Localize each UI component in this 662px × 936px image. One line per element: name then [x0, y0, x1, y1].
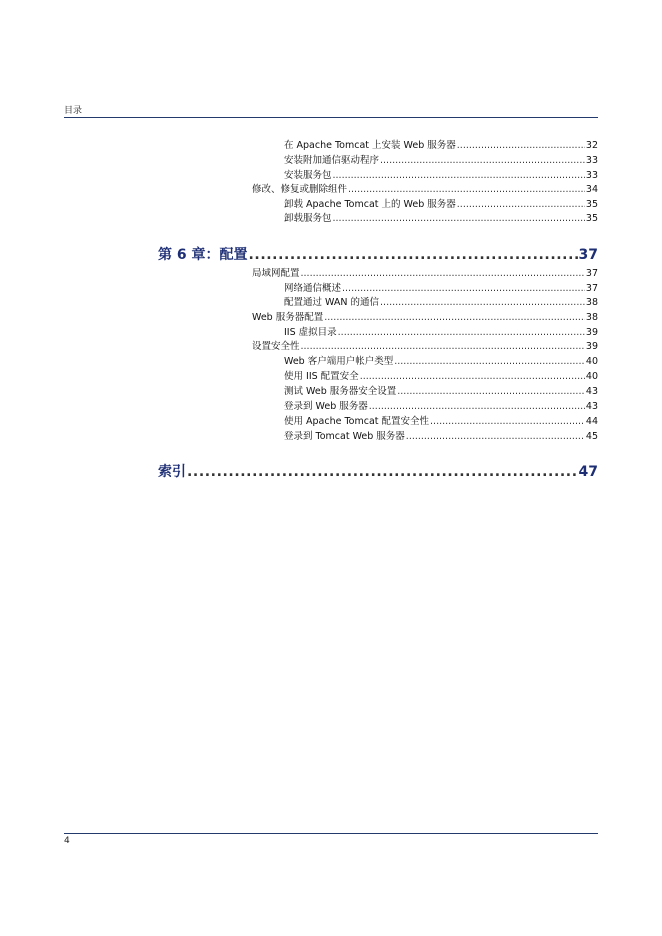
- toc-dot-leader: [457, 198, 585, 212]
- toc-entry[interactable]: [284, 212, 598, 226]
- toc-entry-title: 卸载服务包: [284, 213, 332, 224]
- toc-entry[interactable]: [284, 169, 598, 183]
- toc-dot-leader: [380, 296, 585, 310]
- toc-entry-page: 32: [585, 140, 598, 151]
- toc-entry-page: 43: [585, 401, 598, 412]
- toc-entry[interactable]: [252, 267, 598, 281]
- toc-dot-leader: [360, 370, 585, 384]
- toc-entry-page: 38: [585, 297, 598, 308]
- toc-entry-page: 45: [585, 431, 598, 442]
- toc-entry[interactable]: [284, 430, 598, 444]
- toc-entry-title: 设置安全性: [252, 341, 300, 352]
- toc-dot-leader: [394, 355, 585, 369]
- toc-entry-title: 使用 Apache Tomcat 配置安全性: [284, 416, 430, 427]
- toc-dot-leader: [397, 385, 585, 399]
- toc-entry-page: 39: [585, 327, 598, 338]
- toc-entry-page: 40: [585, 356, 598, 367]
- toc-entry-title: 第 6 章：配置: [158, 247, 248, 263]
- toc-chapter-entry[interactable]: [158, 246, 598, 264]
- toc-entry-title: IIS 虚拟目录: [284, 327, 337, 338]
- toc-entry[interactable]: [284, 370, 598, 384]
- toc-entry[interactable]: [284, 139, 598, 153]
- toc-dot-leader: [301, 267, 585, 281]
- toc-entry[interactable]: [252, 183, 598, 197]
- toc-entry-page: 35: [585, 199, 598, 210]
- toc-dot-leader: [301, 340, 585, 354]
- toc-entry-title: 网络通信概述: [284, 283, 342, 294]
- toc-entry[interactable]: [252, 340, 598, 354]
- toc-entry[interactable]: [284, 415, 598, 429]
- toc-entry-title: 在 Apache Tomcat 上安装 Web 服务器: [284, 140, 456, 151]
- toc-entry-title: Web 客户端用户帐户类型: [284, 356, 394, 367]
- toc-entry-page: 34: [585, 184, 598, 195]
- toc-dot-leader: [348, 183, 585, 197]
- toc-dot-leader: [338, 326, 585, 340]
- toc-entry-title: 安装服务包: [284, 170, 332, 181]
- toc-entry-page: 38: [585, 312, 598, 323]
- toc-entry[interactable]: [284, 154, 598, 168]
- toc-dot-leader: [380, 154, 585, 168]
- toc-entry-page: 43: [585, 386, 598, 397]
- toc-entry[interactable]: [284, 282, 598, 296]
- toc-entry-title: 局域网配置: [252, 268, 300, 279]
- toc-chapter-entry[interactable]: [158, 463, 598, 481]
- toc-entry-page: 37: [578, 247, 598, 263]
- toc-entry-page: 35: [585, 213, 598, 224]
- page-number: 4: [64, 836, 70, 846]
- toc-dot-leader: [342, 282, 585, 296]
- toc-entry[interactable]: [284, 385, 598, 399]
- toc-dot-leader: [333, 169, 585, 183]
- toc-dot-leader: [369, 400, 585, 414]
- toc-entry-page: 47: [578, 464, 598, 480]
- footer-rule: [64, 833, 598, 834]
- toc-entry-title: 卸载 Apache Tomcat 上的 Web 服务器: [284, 199, 456, 210]
- toc-dot-leader: [406, 430, 585, 444]
- toc-entry[interactable]: [284, 296, 598, 310]
- toc-entry-page: 44: [585, 416, 598, 427]
- toc-dot-leader: [187, 463, 578, 481]
- toc-entry[interactable]: [284, 355, 598, 369]
- toc-entry-page: 39: [585, 341, 598, 352]
- toc-entry-title: 配置通过 WAN 的通信: [284, 297, 380, 308]
- header-label: 目录: [64, 106, 83, 116]
- toc-dot-leader: [457, 139, 585, 153]
- toc-entry-page: 37: [585, 268, 598, 279]
- toc-dot-leader: [430, 415, 585, 429]
- toc-entry-title: 测试 Web 服务器安全设置: [284, 386, 397, 397]
- toc-entry[interactable]: [284, 198, 598, 212]
- toc-entry[interactable]: [252, 311, 598, 325]
- toc-entry-page: 33: [585, 170, 598, 181]
- toc-entry-title: 安装附加通信驱动程序: [284, 155, 380, 166]
- toc-dot-leader: [324, 311, 585, 325]
- toc-entry-title: 使用 IIS 配置安全: [284, 371, 359, 382]
- toc-entry-title: 修改、修复或删除组件: [252, 184, 348, 195]
- toc-entry[interactable]: [284, 400, 598, 414]
- toc-entry[interactable]: [284, 326, 598, 340]
- toc-entry-title: 索引: [158, 464, 186, 480]
- toc-entry-title: Web 服务器配置: [252, 312, 324, 323]
- toc-entry-title: 登录到 Web 服务器: [284, 401, 368, 412]
- toc-entry-page: 33: [585, 155, 598, 166]
- toc-dot-leader: [249, 246, 578, 264]
- toc-entry-page: 40: [585, 371, 598, 382]
- toc-entry-page: 37: [585, 283, 598, 294]
- toc-entry-title: 登录到 Tomcat Web 服务器: [284, 431, 405, 442]
- toc-dot-leader: [333, 212, 585, 226]
